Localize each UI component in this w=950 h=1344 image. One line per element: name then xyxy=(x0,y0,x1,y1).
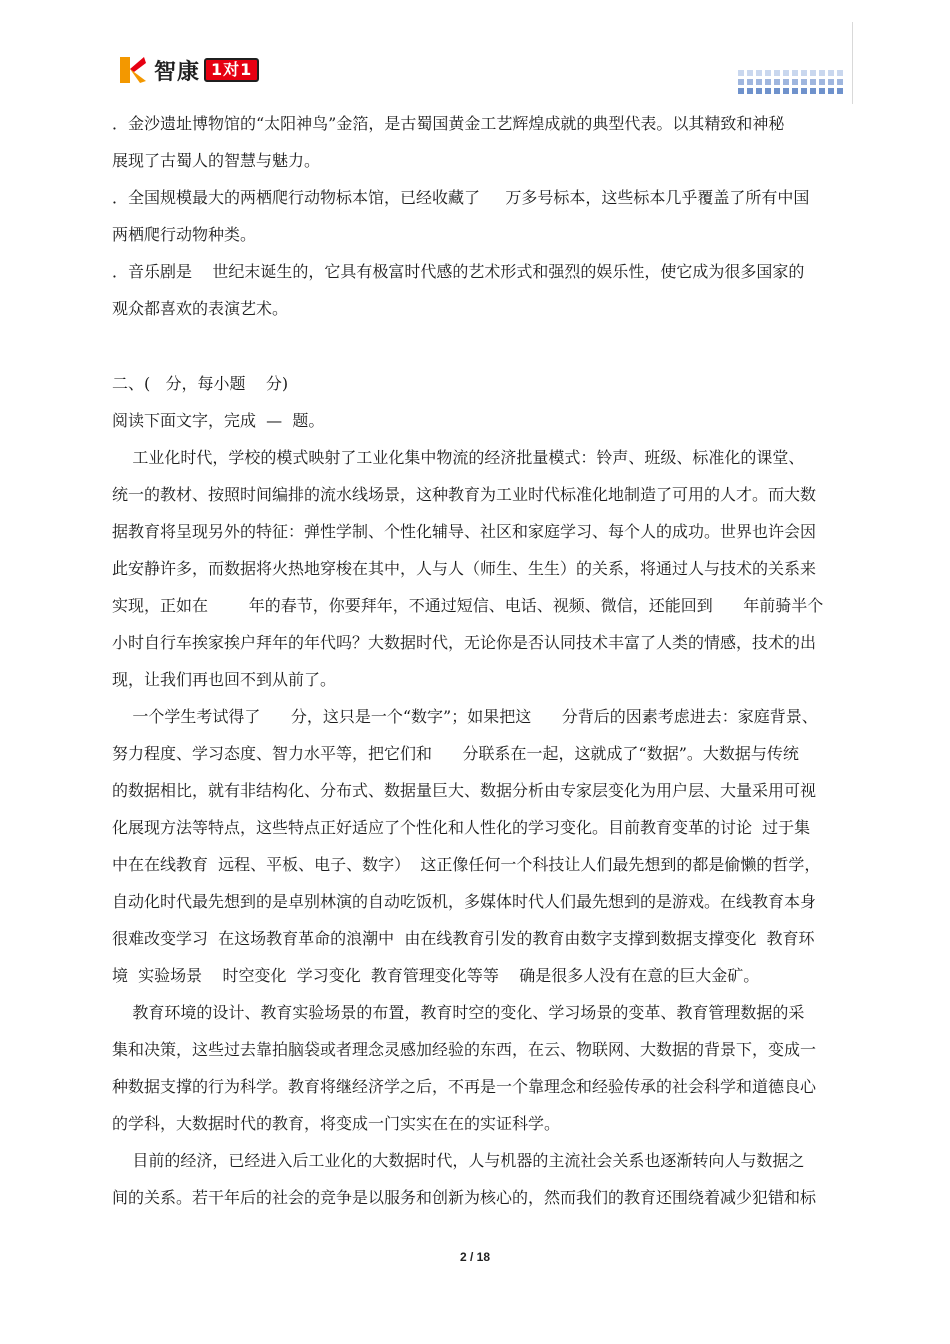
text-line: 观众都喜欢的表演艺术。 xyxy=(112,299,289,318)
text-line: 很难改变学习 在这场教育革命的浪潮中 由在线教育引发的教育由数字支撑到数据支撑变化 教育环 xyxy=(112,929,815,948)
text-line: ．音乐剧是 世纪末诞生的，它具有极富时代感的艺术形式和强烈的娱乐性，使它成为很多国家的 xyxy=(112,262,805,281)
header-divider xyxy=(852,22,853,104)
text-line: 目前的经济，已经进入后工业化的大数据时代，人与机器的主流社会关系也逐渐转向人与数据之 xyxy=(112,1151,805,1170)
text-line: 据教育将呈现另外的特征：弹性学制、个性化辅导、社区和家庭学习、每个人的成功。世界也许会因 xyxy=(112,522,817,541)
section-heading: 二、( 分，每小题 分) xyxy=(112,374,289,393)
page-number: 2 / 18 xyxy=(459,1250,491,1264)
brand-logo xyxy=(118,55,259,85)
text-line: 努力程度、学习态度、智力水平等，把它们和 分联系在一起，这就成了“数据”。大数据与传统 xyxy=(112,744,799,763)
text-line: 化展现方法等特点，这些特点正好适应了个性化和人性化的学习变化。目前教育变革的讨论 过于集 xyxy=(112,818,811,837)
text-line: ．全国规模最大的两栖爬行动物标本馆，已经收藏了 万多号标本，这些标本几乎覆盖了所有中国 xyxy=(112,188,810,207)
brand-text: 智康 xyxy=(154,59,201,85)
text-line: 自动化时代最先想到的是卓别林演的自动吃饭机，多媒体时代人们最先想到的是游戏。在线教育本身 xyxy=(112,892,817,911)
header-dot-pattern xyxy=(738,68,846,96)
text-line: 中在在线教育 远程、平板、电子、数字） 这正像任何一个科技让人们最先想到的都是偷懒的哲学， xyxy=(112,855,821,874)
text-line: ．金沙遗址博物馆的“太阳神鸟”金箔，是古蜀国黄金工艺辉煌成就的典型代表。以其精致和神秘 xyxy=(112,114,785,133)
logo-k-icon xyxy=(118,55,148,85)
text-line: 统一的教材、按照时间编排的流水线场景，这种教育为工业时代标准化地制造了可用的人才。而大数 xyxy=(112,485,817,504)
text-line: 一个学生考试得了 分，这只是一个“数字”；如果把这 分背后的因素考虑进去：家庭背景、 xyxy=(112,707,818,726)
page-header xyxy=(0,0,950,110)
text-line: 的学科，大数据时代的教育，将变成一门实实在在的实证科学。 xyxy=(112,1114,561,1133)
text-line: 的数据相比，就有非结构化、分布式、数据量巨大、数据分析由专家层变化为用户层、大量采用可视 xyxy=(112,781,817,800)
text-line: 现，让我们再也回不到从前了。 xyxy=(112,670,337,689)
text-line: 集和决策，这些过去靠拍脑袋或者理念灵感加经验的东西，在云、物联网、大数据的背景下，变成一 xyxy=(112,1040,817,1059)
text-line: 展现了古蜀人的智慧与魅力。 xyxy=(112,151,321,170)
text-line: 工业化时代，学校的模式映射了工业化集中物流的经济批量模式：铃声、班级、标准化的课堂、 xyxy=(112,448,805,467)
text-line: 间的关系。若干年后的社会的竞争是以服务和创新为核心的，然而我们的教育还围绕着减少犯错和标 xyxy=(112,1188,817,1207)
text-line: 小时自行车挨家挨户拜年的年代吗？大数据时代，无论你是否认同技术丰富了人类的情感，技术的出 xyxy=(112,633,817,652)
text-line: 此安静许多，而数据将火热地穿梭在其中，人与人（师生、生生）的关系，将通过人与技术的关系来 xyxy=(112,559,817,578)
text-line: 种数据支撑的行为科学。教育将继经济学之后，不再是一个靠理念和经验传承的社会科学和道德良心 xyxy=(112,1077,817,1096)
text-line: 教育环境的设计、教育实验场景的布置，教育时空的变化、学习场景的变革、教育管理数据的采 xyxy=(112,1003,805,1022)
text-line: 实现，正如在 年的春节，你要拜年，不通过短信、电话、视频、微信，还能回到 年前骑半个 xyxy=(112,596,824,615)
brand-name xyxy=(154,55,259,86)
brand-badge: 1对1 xyxy=(204,58,259,82)
text-line: 境 实验场景 时空变化 学习变化 教育管理变化等等 确是很多人没有在意的巨大金矿。 xyxy=(112,966,760,985)
text-line: 两栖爬行动物种类。 xyxy=(112,225,257,244)
instruction: 阅读下面文字，完成 — 题。 xyxy=(112,411,325,430)
